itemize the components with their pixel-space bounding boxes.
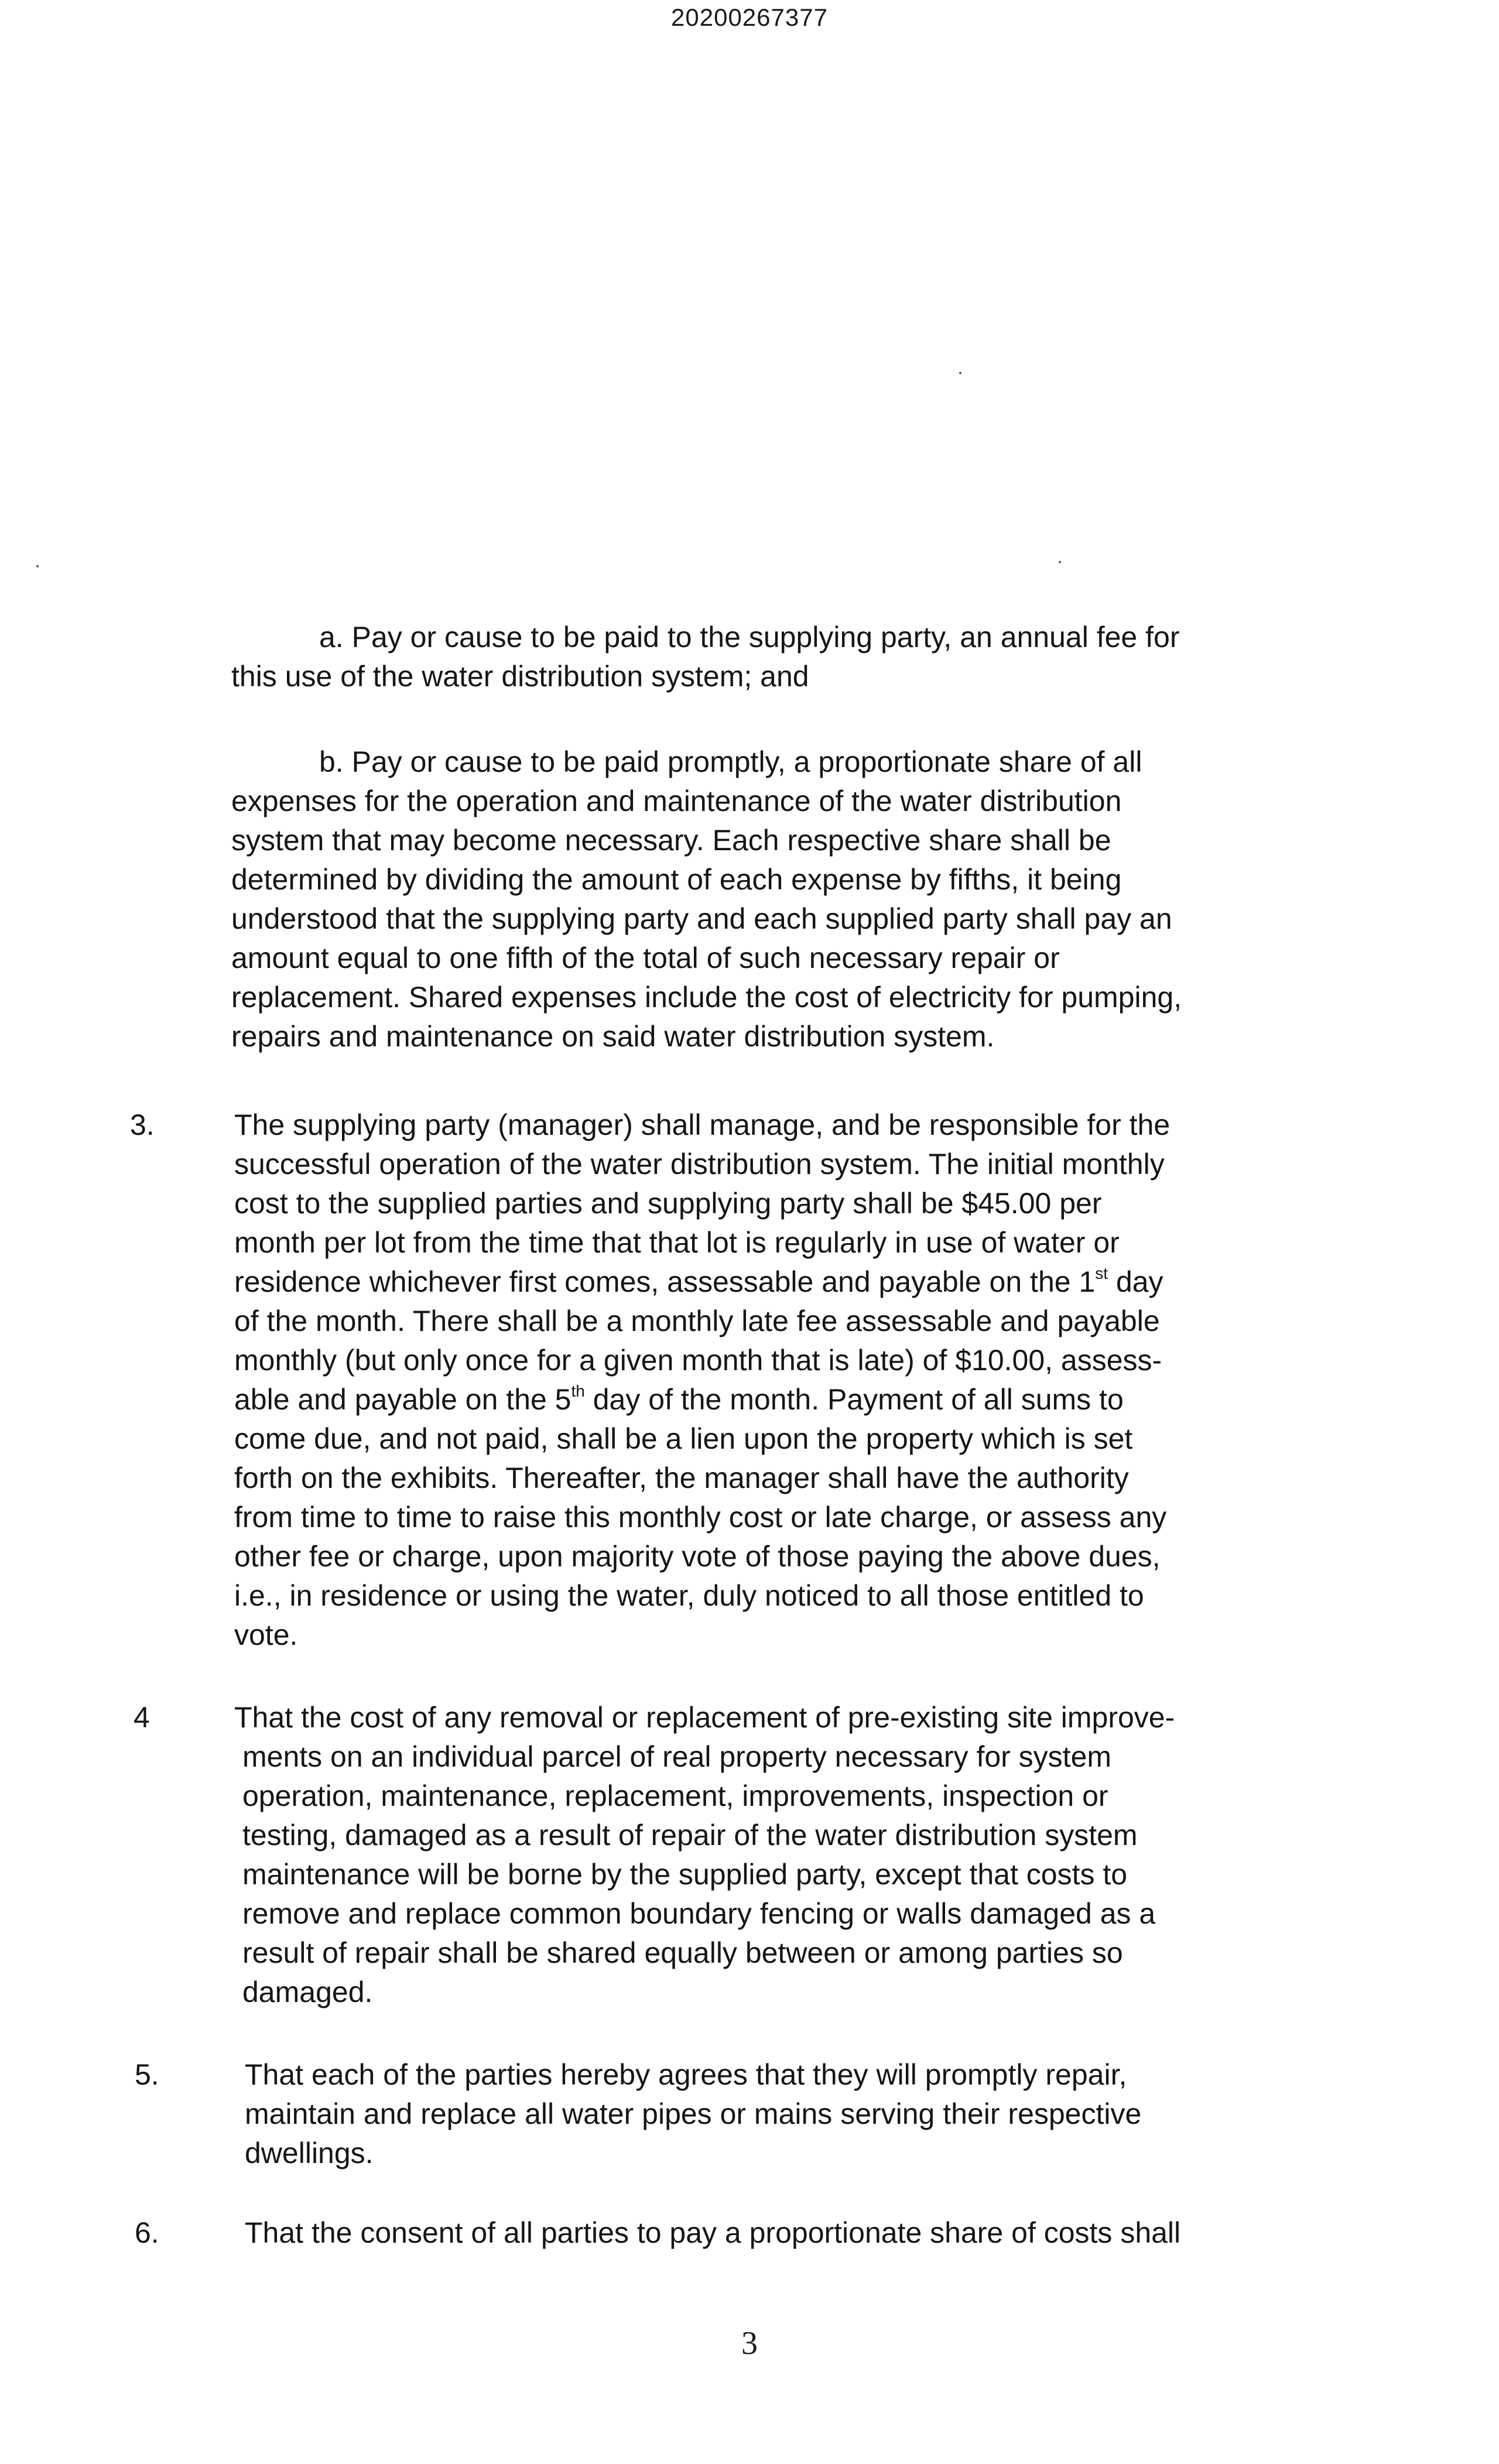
section-3-line5-text: residence whichever first comes, assessable and payable on the 1	[234, 1265, 1096, 1298]
section-3-line: cost to the supplied parties and supplying party shall be $45.00 per	[234, 1187, 1102, 1220]
section-6-text	[245, 2213, 1180, 2253]
section-4-line: operation, maintenance, replacement, improvements, inspection or	[242, 1779, 1108, 1812]
section-3-line: from time to time to raise this monthly cost or late charge, or assess any	[234, 1501, 1167, 1534]
section-3-line: come due, and not paid, shall be a lien upon the property which is set	[234, 1422, 1133, 1455]
document-number: 20200267377	[671, 4, 828, 31]
paragraph-b-line: replacement. Shared expenses include the cost of electricity for pumping,	[231, 981, 1182, 1014]
section-5-number: 5.	[135, 2058, 159, 2091]
section-3-line8-text: able and payable on the 5	[234, 1383, 571, 1416]
paragraph-b-line: amount equal to one fifth of the total of such necessary repair or	[231, 942, 1060, 974]
section-3-line: other fee or charge, upon majority vote of those paying the above dues,	[234, 1540, 1161, 1573]
scan-speck	[959, 372, 961, 374]
section-3-line: vote.	[234, 1618, 298, 1651]
paragraph-b-line: system that may become necessary. Each respective share shall be	[231, 824, 1111, 857]
section-3-line: monthly (but only once for a given month that is late) of $10.00, assess-	[234, 1344, 1162, 1377]
section-3-number: 3.	[130, 1108, 155, 1141]
section-4-number: 4	[134, 1701, 150, 1734]
section-5-line: maintain and replace all water pipes or mains serving their respective	[245, 2097, 1142, 2130]
section-3-line5-end: day	[1108, 1265, 1163, 1298]
section-4-line: ments on an individual parcel of real property necessary for system	[242, 1740, 1112, 1773]
paragraph-b-line: expenses for the operation and maintenance of the water distribution	[231, 785, 1122, 817]
section-6-line: That the consent of all parties to pay a proportionate share of costs shall	[245, 2216, 1181, 2249]
section-3-line: month per lot from the time that that lot is regularly in use of water or	[234, 1226, 1120, 1259]
section-5-text	[245, 2055, 1141, 2173]
section-5-line: dwellings.	[245, 2137, 374, 2169]
section-4-line: result of repair shall be shared equally between or among parties so	[242, 1936, 1123, 1969]
page-number: 3	[741, 2325, 758, 2362]
section-3-text	[234, 1106, 1170, 1655]
scan-speck	[36, 565, 39, 567]
paragraph-b-line: understood that the supplying party and each supplied party shall pay an	[231, 902, 1172, 935]
ordinal-suffix: st	[1095, 1264, 1108, 1282]
section-4-text	[234, 1698, 1175, 2012]
paragraph-b-line: repairs and maintenance on said water distribution system.	[231, 1020, 995, 1053]
section-3-line: of the month. There shall be a monthly late fee assessable and payable	[234, 1305, 1160, 1337]
section-3-line8-end: day of the month. Payment of all sums to	[584, 1383, 1124, 1416]
section-5-line: That each of the parties hereby agrees that they will promptly repair,	[245, 2058, 1127, 2091]
scan-speck	[1059, 561, 1061, 563]
section-4-line: remove and replace common boundary fencing or walls damaged as a	[242, 1897, 1156, 1930]
section-3-line: The supplying party (manager) shall manage, and be responsible for the	[234, 1108, 1171, 1141]
section-3-line: forth on the exhibits. Thereafter, the manager shall have the authority	[234, 1462, 1129, 1494]
paragraph-a-line: a. Pay or cause to be paid to the supplying party, an annual fee for	[319, 621, 1180, 653]
section-4-line: maintenance will be borne by the supplied party, except that costs to	[242, 1858, 1128, 1891]
section-4-line: That the cost of any removal or replacement of pre-existing site improve-	[234, 1701, 1175, 1734]
paragraph-a-line: this use of the water distribution system; and	[231, 660, 809, 693]
paragraph-b-line: determined by dividing the amount of each expense by fifths, it being	[231, 863, 1122, 896]
section-3-line	[234, 1262, 1170, 1302]
section-4-line: testing, damaged as a result of repair of the water distribution system	[242, 1819, 1138, 1852]
section-4-line: damaged.	[242, 1976, 373, 2008]
paragraph-a	[231, 618, 1179, 696]
ordinal-suffix: th	[571, 1382, 585, 1400]
paragraph-b	[231, 742, 1182, 1056]
paragraph-b-line: b. Pay or cause to be paid promptly, a proportionate share of all	[319, 745, 1142, 778]
section-3-line: i.e., in residence or using the water, duly noticed to all those entitled to	[234, 1579, 1144, 1612]
section-6-number: 6.	[135, 2216, 159, 2249]
section-3-line	[234, 1380, 1170, 1419]
section-3-line: successful operation of the water distribution system. The initial monthly	[234, 1148, 1165, 1180]
